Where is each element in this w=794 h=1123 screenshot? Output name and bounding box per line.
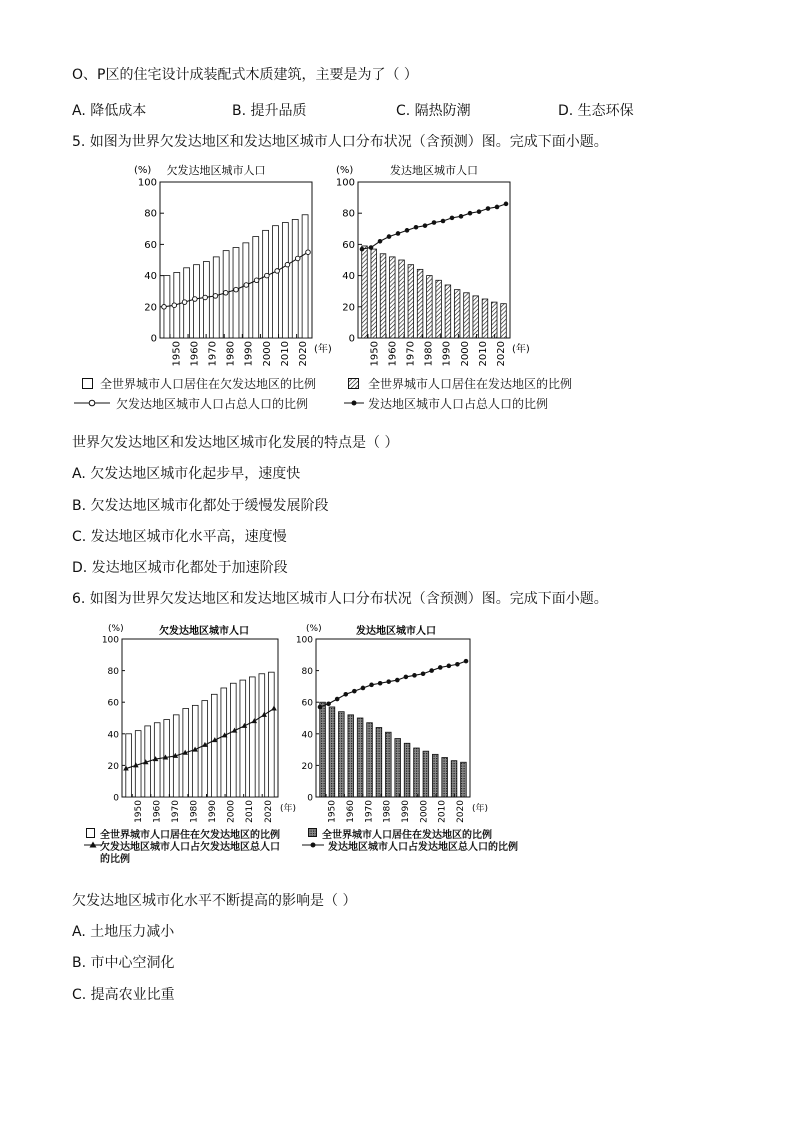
series-point [265, 273, 270, 278]
series-point [223, 290, 228, 295]
figure1-chart-left [134, 162, 332, 367]
q4-option-b[interactable]: B. 提升品质 [232, 103, 307, 119]
x-tick-label: 1960 [346, 800, 357, 823]
q6-option-b[interactable]: B. 市中心空洞化 [72, 955, 175, 971]
legend2-item-3-cont: 的比例 [100, 854, 130, 865]
x-tick-label: 1980 [382, 800, 393, 823]
series-point [254, 278, 259, 283]
bar [501, 304, 507, 338]
bar [436, 280, 442, 338]
legend1-item-1: 全世界城市人口居住在欠发达地区的比例 [100, 377, 317, 391]
x-tick-label: 1990 [441, 341, 453, 367]
series-point [504, 202, 509, 207]
legend1-item-2: 全世界城市人口居住在发达地区的比例 [368, 377, 573, 391]
legend2-item-1: 全世界城市人口居住在欠发达地区的比例 [100, 830, 280, 841]
series-point [285, 262, 290, 267]
bar [302, 215, 308, 338]
series-point [162, 305, 167, 310]
q4-option-a[interactable]: A. 降低成本 [72, 103, 147, 119]
q5-option-d[interactable]: D. 发达地区城市化都处于加速阶段 [72, 560, 288, 576]
legend-open-circle-line-icon [74, 398, 114, 408]
q4-option-c[interactable]: C. 隔热防潮 [396, 103, 471, 119]
y-tick-label: 60 [301, 698, 313, 709]
q6-intro: 6. 如图为世界欠发达地区和发达地区城市人口分布状况（含预测）图。完成下面小题。 [72, 591, 608, 607]
bar [464, 293, 470, 338]
bar [491, 302, 497, 338]
series-point [378, 239, 383, 244]
y-tick-label: 40 [107, 730, 119, 741]
series-point [172, 303, 177, 308]
chart3-title: 欠发达地区城市人口 [159, 626, 249, 637]
bar [442, 758, 448, 798]
bar [211, 694, 217, 797]
bar [230, 683, 236, 797]
x-tick-label: 2000 [419, 800, 430, 823]
series-point [404, 675, 409, 680]
chart3-ylabel: (%) [108, 624, 124, 634]
bar [385, 732, 391, 797]
bar [126, 734, 132, 797]
series-point [275, 269, 280, 274]
series-point [464, 659, 469, 664]
q5-intro: 5. 如图为世界欠发达地区和发达地区城市人口分布状况（含预测）图。完成下面小题。 [72, 134, 608, 150]
bar [263, 230, 269, 338]
y-tick-label: 60 [144, 239, 157, 251]
series-point [486, 206, 491, 211]
x-tick-label: 1960 [189, 341, 201, 367]
legend-open-bar-icon [82, 378, 93, 389]
bar [482, 299, 488, 338]
bar [423, 751, 429, 797]
series-point [441, 219, 446, 224]
y-tick-label: 100 [295, 635, 313, 646]
series-point [412, 673, 417, 678]
figure1-chart-right [335, 162, 530, 367]
bar [259, 674, 265, 797]
x-tick-label: 1990 [243, 341, 255, 367]
legend1-item-4: 发达地区城市人口占总人口的比例 [368, 397, 549, 411]
series-point [455, 662, 460, 667]
legend2-cross-bar-icon [308, 828, 317, 837]
y-tick-label: 0 [150, 333, 157, 345]
bar [473, 296, 479, 338]
figure1-legend [78, 374, 598, 414]
chart2-ylabel: (%) [336, 165, 354, 176]
series-point [369, 683, 374, 688]
x-tick-label: 2020 [456, 800, 467, 823]
bar [454, 290, 460, 338]
bar [414, 748, 420, 797]
series-point [234, 287, 239, 292]
series-point [326, 701, 331, 706]
x-tick-label: 2000 [261, 341, 273, 367]
series-point [447, 664, 452, 669]
bar [268, 672, 274, 797]
bar [404, 743, 410, 797]
bar [253, 237, 259, 338]
series-point [438, 665, 443, 670]
series-point [429, 668, 434, 673]
bar [432, 754, 438, 797]
bar [461, 762, 467, 797]
series-point [378, 681, 383, 686]
legend1-item-3: 欠发达地区城市人口占总人口的比例 [116, 397, 309, 411]
series-point [405, 228, 410, 233]
y-tick-label: 100 [335, 177, 355, 189]
series-point [318, 705, 323, 710]
series-line [320, 661, 466, 707]
x-unit-label: (年) [472, 804, 489, 814]
series-point [352, 689, 357, 694]
chart2-title: 发达地区城市人口 [390, 164, 478, 177]
y-tick-label: 80 [107, 667, 119, 678]
series-point [335, 697, 340, 702]
y-tick-label: 60 [342, 239, 355, 251]
legend2-item-2: 全世界城市人口居住在发达地区的比例 [322, 830, 492, 841]
x-tick-label: 2020 [496, 341, 508, 367]
bar [371, 249, 377, 338]
y-tick-label: 20 [301, 761, 313, 772]
bar [233, 248, 239, 338]
bar [273, 226, 279, 338]
series-point [421, 671, 426, 676]
bar [445, 285, 451, 338]
bar [202, 701, 208, 797]
series-line [362, 204, 506, 249]
series-point [203, 295, 208, 300]
y-tick-label: 40 [342, 271, 355, 283]
chart1-title: 欠发达地区城市人口 [166, 164, 266, 177]
y-tick-label: 20 [342, 302, 355, 314]
series-point [414, 225, 419, 230]
y-tick-label: 80 [301, 667, 313, 678]
q5-option-c[interactable]: C. 发达地区城市化水平高，速度慢 [72, 529, 287, 545]
series-point [395, 678, 400, 683]
x-tick-label: 1970 [207, 341, 219, 367]
figure2-chart-left [100, 623, 297, 823]
q4-stem: O、P区的住宅设计成装配式木质建筑，主要是为了（ ） [72, 67, 418, 83]
x-tick-label: 2010 [437, 800, 448, 823]
x-tick-label: 1950 [369, 341, 381, 367]
series-point [295, 256, 300, 261]
series-point [182, 300, 187, 305]
x-tick-label: 2010 [279, 341, 291, 367]
x-tick-label: 1960 [152, 800, 163, 823]
x-tick-label: 1970 [364, 800, 375, 823]
series-point [369, 245, 374, 250]
y-tick-label: 20 [107, 761, 119, 772]
series-point [306, 250, 311, 255]
chart1-ylabel: (%) [134, 165, 152, 176]
x-tick-label: 2000 [226, 800, 237, 823]
bar [376, 727, 382, 797]
bar [292, 219, 298, 338]
bar [240, 680, 246, 797]
bar [362, 246, 368, 338]
y-tick-label: 100 [137, 177, 157, 189]
bar [357, 718, 363, 797]
bar [221, 688, 227, 797]
x-tick-label: 2020 [298, 341, 310, 367]
y-tick-label: 40 [144, 271, 157, 283]
series-point [244, 283, 249, 288]
series-point [387, 234, 392, 239]
x-tick-label: 2020 [263, 800, 274, 823]
x-tick-label: 1970 [405, 341, 417, 367]
x-tick-label: 2010 [477, 341, 489, 367]
bar [427, 276, 433, 338]
series-point [360, 247, 365, 252]
x-tick-label: 1990 [208, 800, 219, 823]
x-unit-label: (年) [512, 344, 530, 355]
chart4-title: 发达地区城市人口 [356, 626, 436, 637]
y-tick-label: 0 [348, 333, 355, 345]
q6-stem: 欠发达地区城市化水平不断提高的影响是（ ） [72, 893, 357, 909]
bar [348, 715, 354, 797]
x-tick-label: 2000 [459, 341, 471, 367]
series-point [213, 294, 218, 299]
q5-option-a[interactable]: A. 欠发达地区城市化起步早，速度快 [72, 466, 301, 482]
legend2-open-bar-icon [86, 828, 95, 838]
series-point [432, 220, 437, 225]
bar [417, 269, 423, 338]
figure2-legend [84, 825, 554, 865]
bar [408, 265, 414, 338]
series-point [343, 692, 348, 697]
legend2-dot-line-icon [302, 840, 326, 850]
y-tick-label: 20 [144, 302, 157, 314]
series-point [193, 297, 198, 302]
x-tick-label: 1980 [423, 341, 435, 367]
bar [399, 260, 405, 338]
series-point [495, 205, 500, 210]
q5-stem: 世界欠发达地区和发达地区城市化发展的特点是（ ） [72, 435, 399, 451]
y-tick-label: 100 [101, 635, 119, 646]
figure2-chart-right [295, 623, 496, 823]
q6-option-a[interactable]: A. 土地压力减小 [72, 924, 175, 940]
series-point [477, 209, 482, 214]
series-point [423, 223, 428, 228]
x-tick-label: 1960 [387, 341, 399, 367]
bar [390, 257, 396, 338]
y-tick-label: 80 [342, 208, 355, 220]
x-unit-label: (年) [280, 804, 297, 814]
legend2-item-3: 欠发达地区城市人口占欠发达地区总人口 [100, 842, 280, 853]
x-tick-label: 1980 [225, 341, 237, 367]
x-tick-label: 1990 [401, 800, 412, 823]
chart4-ylabel: (%) [306, 624, 322, 634]
series-point [386, 679, 391, 684]
x-tick-label: 1980 [189, 800, 200, 823]
bar [395, 739, 401, 797]
legend2-item-4: 发达地区城市人口占发达地区总人口的比例 [328, 842, 518, 853]
bar [243, 243, 249, 338]
x-unit-label: (年) [314, 344, 332, 355]
q4-option-d[interactable]: D. 生态环保 [558, 103, 634, 119]
bar [282, 223, 288, 338]
q5-option-b[interactable]: B. 欠发达地区城市化都处于缓慢发展阶段 [72, 498, 329, 514]
bar [329, 707, 335, 797]
bar [320, 702, 326, 797]
bar [380, 254, 386, 338]
y-tick-label: 0 [113, 793, 119, 804]
bar [367, 723, 373, 797]
series-point [468, 211, 473, 216]
bar [451, 761, 457, 797]
x-tick-label: 1970 [170, 800, 181, 823]
series-point [396, 231, 401, 236]
series-point [450, 216, 455, 221]
legend-hatched-bar-icon [348, 378, 359, 389]
y-tick-label: 80 [144, 208, 157, 220]
x-tick-label: 2010 [245, 800, 256, 823]
x-tick-label: 1950 [133, 800, 144, 823]
y-tick-label: 40 [301, 730, 313, 741]
bar [249, 677, 255, 797]
y-tick-label: 60 [107, 698, 119, 709]
bar [339, 712, 345, 797]
x-tick-label: 1950 [171, 341, 183, 367]
x-tick-label: 1950 [327, 800, 338, 823]
series-point [459, 214, 464, 219]
q6-option-c[interactable]: C. 提高农业比重 [72, 987, 175, 1003]
series-point [361, 686, 366, 691]
y-tick-label: 0 [307, 793, 313, 804]
